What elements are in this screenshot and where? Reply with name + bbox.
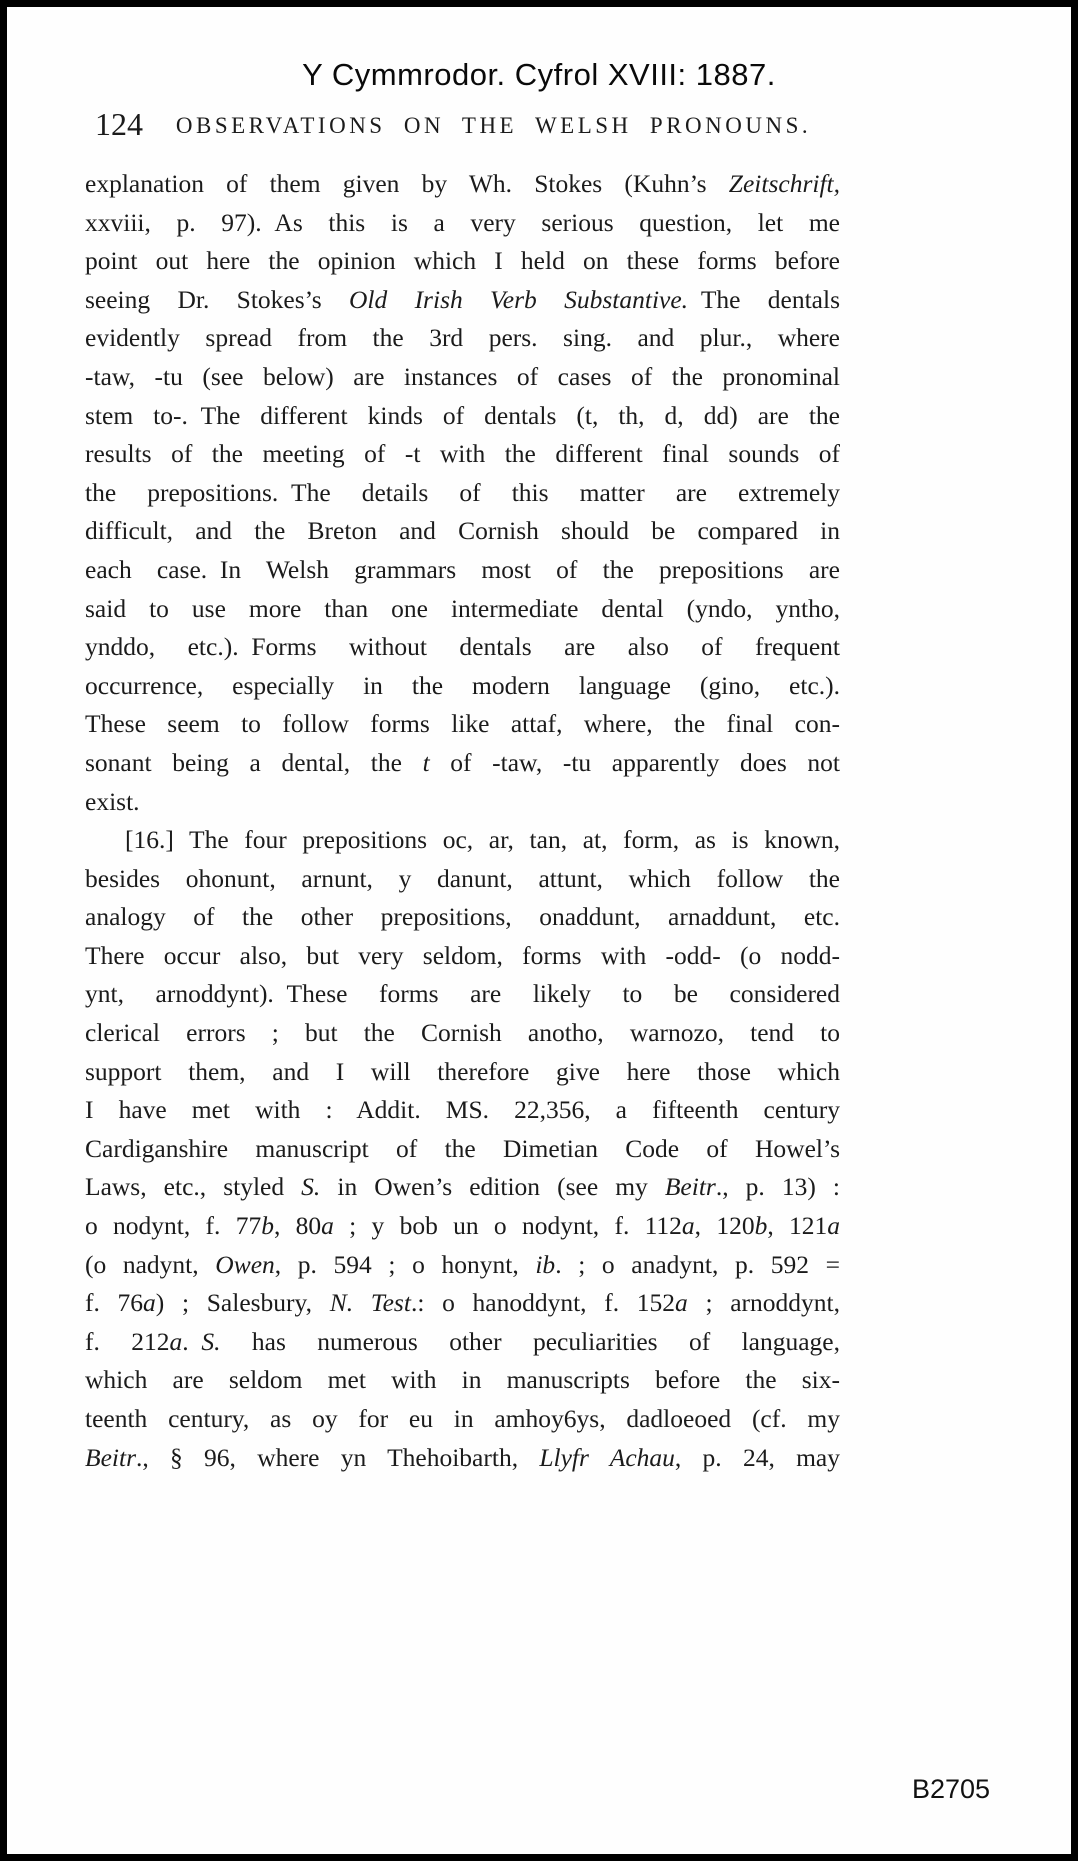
text-line: -taw, -tu (see below) are instances of cases of the pronominal: [85, 361, 840, 391]
text-line: Laws, etc., styled S. in Owen’s edition (see my Beitr., p. 13) :: [85, 1172, 840, 1202]
text-line: There occur also, but very seldom, forms with -odd- (o nodd-: [85, 940, 840, 970]
text-line: f. 212a. S. has numerous other peculiarities of language,: [85, 1326, 840, 1356]
text-line: I have met with : Addit. MS. 22,356, a fifteenth century: [85, 1095, 840, 1125]
text-line: the prepositions. The details of this matter are extremely: [85, 477, 840, 507]
text-line: difficult, and the Breton and Cornish should be compared in: [85, 516, 840, 546]
text-line: besides ohonunt, arnunt, y danunt, attunt, which follow the: [85, 863, 840, 893]
body-text: [85, 165, 840, 1477]
text-line: (o nadynt, Owen, p. 594 ; o honynt, ib. ; o anadynt, p. 592 =: [85, 1249, 841, 1279]
text-line: seeing Dr. Stokes’s Old Irish Verb Substantive. The dentals: [85, 284, 841, 314]
text-line: Cardiganshire manuscript of the Dimetian Code of Howel’s: [85, 1133, 840, 1163]
text-line: clerical errors ; but the Cornish anotho, warnozo, tend to: [85, 1018, 840, 1048]
text-line: analogy of the other prepositions, onaddunt, arnaddunt, etc.: [85, 902, 840, 932]
text-line: xxviii, p. 97). As this is a very serious question, let me: [85, 207, 840, 237]
text-line: o nodynt, f. 77b, 80a ; y bob un o nodynt, f. 112a, 120b, 121a: [85, 1211, 841, 1241]
text-line: explanation of them given by Wh. Stokes (Kuhn’s Zeitschrift,: [85, 169, 840, 198]
text-line: ynt, arnoddynt). These forms are likely to be considered: [85, 979, 840, 1009]
text-line: results of the meeting of -t with the different final sounds of: [85, 439, 840, 469]
text-line: exist.: [85, 786, 140, 816]
page-number: 124: [95, 106, 143, 142]
text-line: teenth century, as oy for eu in amhoy6ys, dadloeoed (cf. my: [85, 1404, 840, 1433]
text-line: support them, and I will therefore give here those which: [85, 1056, 840, 1086]
text-line: which are seldom met with in manuscripts before the six-: [85, 1365, 840, 1395]
text-line: occurrence, especially in the modern language (gino, etc.).: [85, 670, 840, 700]
text-line: [16.] The four prepositions oc, ar, tan, at, form, as is known,: [125, 825, 840, 855]
text-line: sonant being a dental, the t of -taw, -tu apparently does not: [85, 747, 840, 777]
text-line: Beitr., § 96, where yn Thehoibarth, Llyfr Achau, p. 24, may: [85, 1442, 840, 1472]
text-line: f. 76a) ; Salesbury, N. Test.: o hanoddynt, f. 152a ; arnoddynt,: [85, 1288, 840, 1318]
catalog-mark: B2705: [912, 1774, 991, 1804]
text-line: each case. In Welsh grammars most of the prepositions are: [85, 554, 840, 584]
text-line: These seem to follow forms like attaf, where, the final con-: [85, 709, 840, 739]
running-title: OBSERVATIONS ON THE WELSH PRONOUNS.: [175, 113, 812, 138]
scan-header: Y Cymmrodor. Cyfrol XVIII: 1887.: [302, 57, 776, 92]
text-line: stem to-. The different kinds of dentals (t, th, d, dd) are the: [85, 400, 840, 430]
text-line: point out here the opinion which I held on these forms before: [85, 246, 840, 276]
text-line: evidently spread from the 3rd pers. sing. and plur., where: [85, 323, 840, 353]
text-line: ynddo, etc.). Forms without dentals are also of frequent: [85, 632, 840, 662]
text-line: said to use more than one intermediate dental (yndo, yntho,: [85, 593, 840, 623]
